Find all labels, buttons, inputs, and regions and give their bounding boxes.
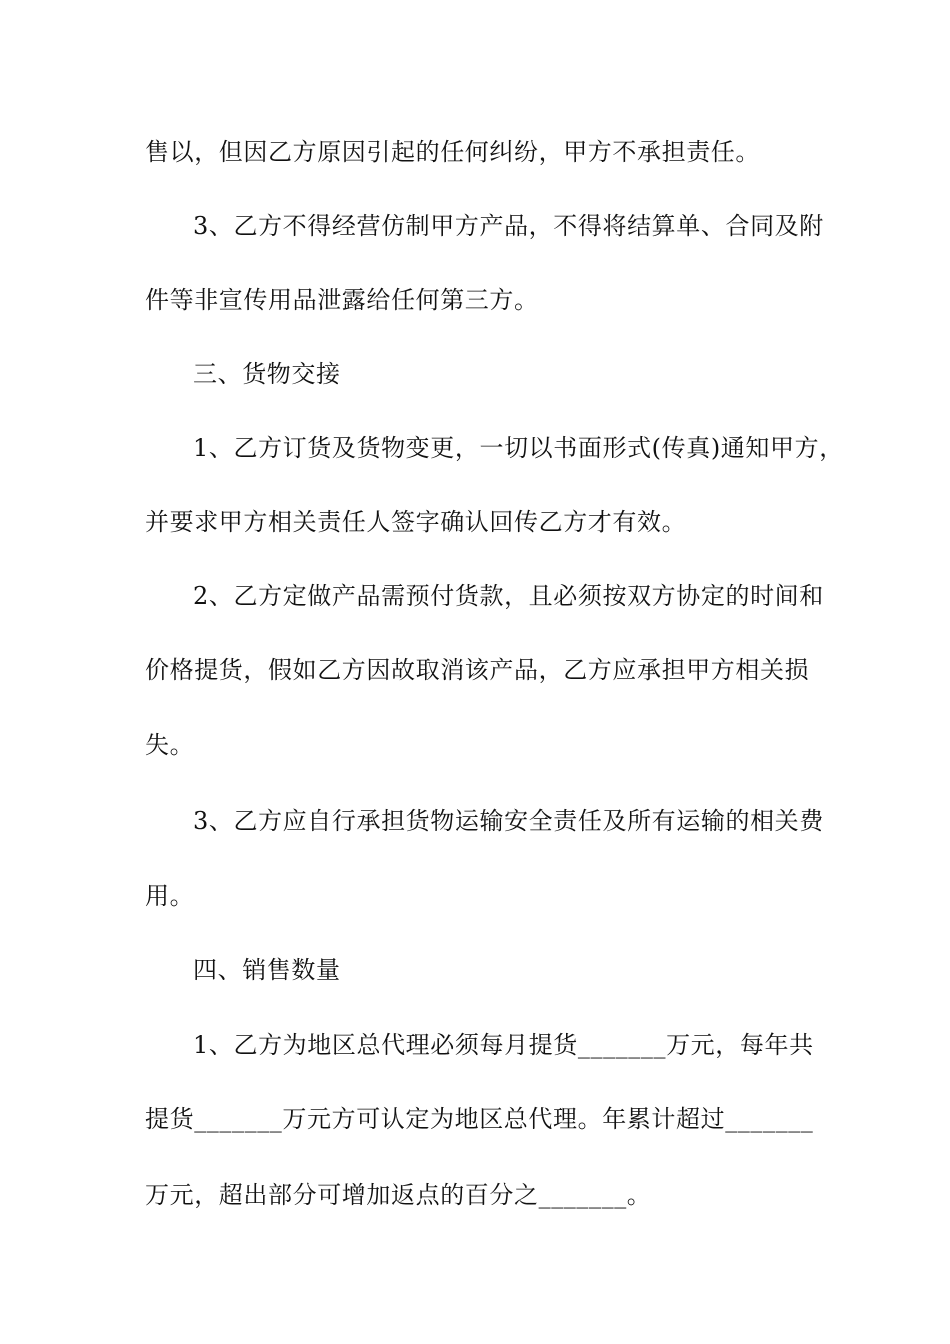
text-line: 件等非宣传用品泄露给任何第三方。 [145,286,539,314]
section-heading: 三、货物交接 [193,360,341,388]
text-line: 售以，但因乙方原因引起的任何纠纷，甲方不承担责任。 [145,138,760,166]
text-line: 万元，超出部分可增加返点的百分之_______。 [145,1181,652,1209]
text-line: 3、乙方不得经营仿制甲方产品，不得将结算单、合同及附 [193,212,824,240]
text-line: 价格提货，假如乙方因故取消该产品，乙方应承担甲方相关损 [145,656,810,684]
text-line: 2、乙方定做产品需预付货款，且必须按双方协定的时间和 [193,582,824,610]
text-line: 3、乙方应自行承担货物运输安全责任及所有运输的相关费 [193,807,824,835]
text-line: 并要求甲方相关责任人签字确认回传乙方才有效。 [145,508,687,536]
text-line: 1、乙方订货及货物变更，一切以书面形式(传真)通知甲方， [193,434,844,462]
text-line: 1、乙方为地区总代理必须每月提货_______万元，每年共 [193,1031,814,1059]
section-heading: 四、销售数量 [193,956,341,984]
text-line: 用。 [145,882,195,910]
text-line: 失。 [145,731,195,759]
text-line: 提货_______万元方可认定为地区总代理。年累计超过_______ [145,1105,814,1133]
